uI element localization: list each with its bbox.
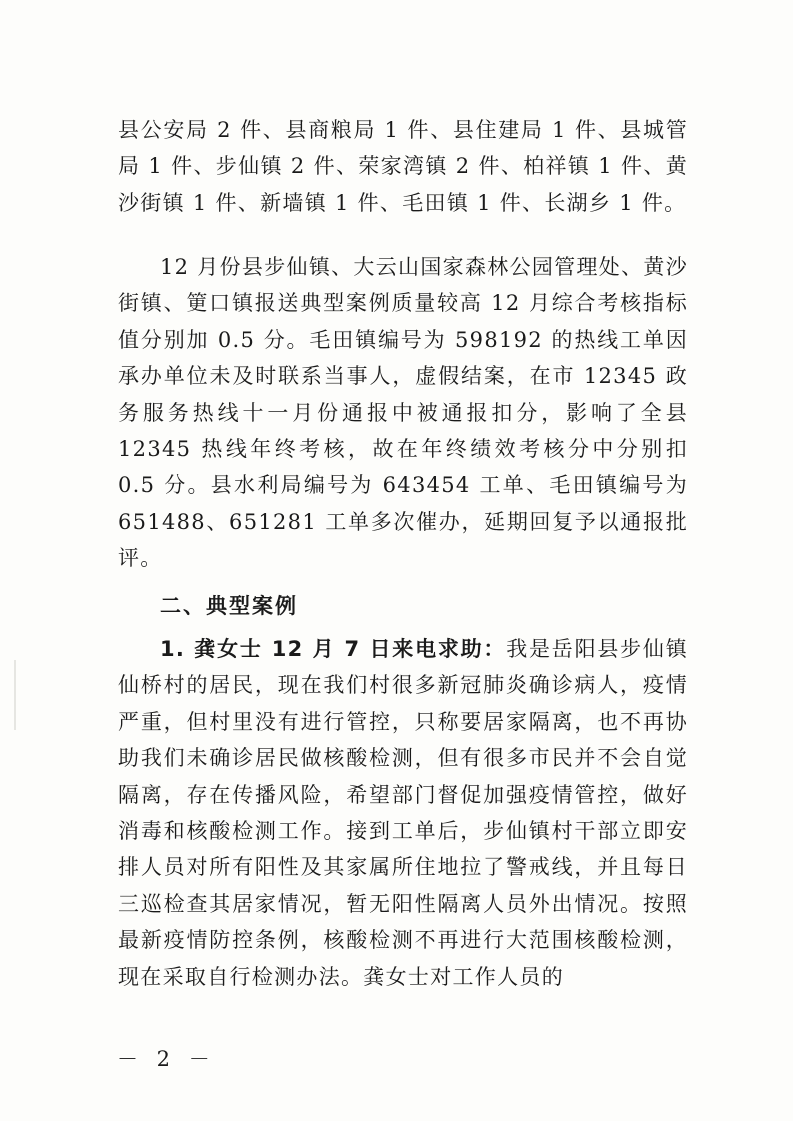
case-1-body: 我是岳阳县步仙镇仙桥村的居民，现在我们村很多新冠肺炎确诊病人，疫情严重，但村里没有进行管控，只称要居家隔离，也不再协助我们未确诊居民做核酸检测，但有很多市民并不会自觉隔离，存在传播风险，希望部门督促加强疫情管控，做好消毒和核酸检测工作。接到工单后，步仙镇村干部立即安排人员对所有阳性及其家属所住地拉了警戒线，并且每日三巡检查其居家情况，暂无阳性隔离人员外出情况。按照最新疫情防控条例，核酸检测不再进行大范围核酸检测，现在采取自行检测办法。龚女士对工作人员的 [118,637,688,989]
paragraph-assessment: 12 月份县步仙镇、大云山国家森林公园管理处、黄沙街镇、筻口镇报送典型案例质量较高 12 月综合考核指标值分别加 0.5 分。毛田镇编号为 598192 的热线工单因承办单位未及时联系当事人，虚假结案，在市 12345 政务服务热线十一月份通报中被通报扣分，影响了全县 12345 热线年终考核，故在年终绩效考核分中分别扣 0.5 分。县水利局编号为 643454 工单、毛田镇编号为 651488、651281 工单多次催办，延期回复予以通报批评。 [118,255,688,571]
section-heading: 二、典型案例 [160,594,298,618]
case-1-paragraph [118,631,688,995]
page-number: － 2 － [117,1047,216,1071]
paragraph-count-list: 县公安局 2 件、县商粮局 1 件、县住建局 1 件、县城管局 1 件、步仙镇 2 件、荣家湾镇 2 件、柏祥镇 1 件、黄沙街镇 1 件、新墙镇 1 件、毛田镇 1 件、长湖乡 1 件。 [118,118,688,215]
scan-artifact [14,660,16,730]
case-1-lead: 1. 龚女士 12 月 7 日来电求助： [160,637,507,661]
